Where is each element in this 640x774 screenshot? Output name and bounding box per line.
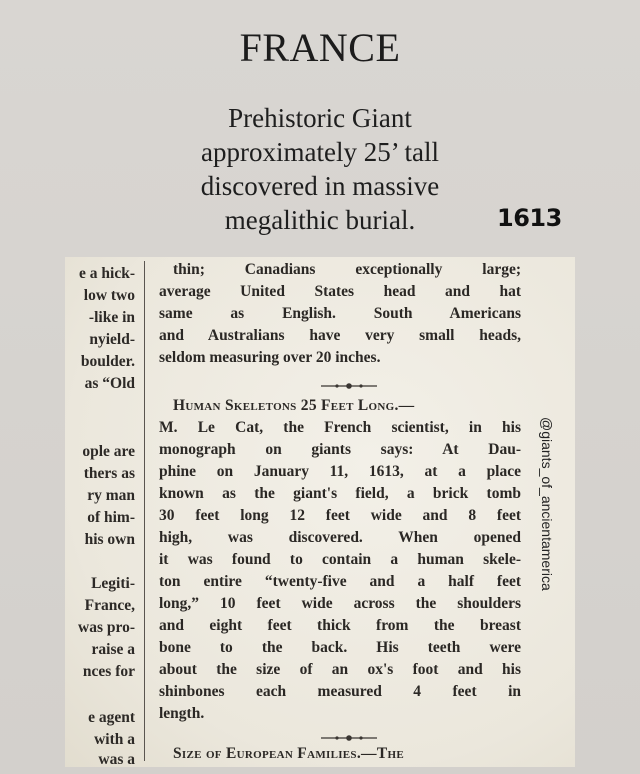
year-label: 1613: [497, 204, 562, 232]
left-column-line: was a: [98, 751, 135, 767]
left-column-line: ople are: [82, 443, 135, 460]
left-column-line: e agent: [88, 709, 135, 726]
left-column-fragment: [65, 257, 141, 767]
paragraph-line: seldom measuring over 20 inches.: [159, 349, 381, 366]
article-line: bone to the back. His teeth were: [159, 639, 521, 656]
subtitle-line: approximately 25’ tall: [201, 137, 439, 167]
article-line: monograph on giants says: At Dau-: [159, 441, 521, 458]
left-column-line: boulder.: [80, 353, 135, 370]
newspaper-clipping: [65, 257, 575, 767]
subtitle-line: discovered in massive: [200, 171, 440, 201]
left-column-line: France,: [84, 597, 135, 614]
left-column-line: -like in: [88, 309, 135, 326]
article-line: it was found to contain a human skele-: [159, 551, 521, 568]
watermark-handle: [539, 417, 557, 757]
left-column-line: of him-: [87, 509, 135, 526]
column-rule: [144, 261, 145, 761]
article-line: long,” 10 feet wide across the shoulders: [159, 595, 521, 612]
article-line: ton entire “twenty-five and a half feet: [159, 573, 521, 590]
page-title: FRANCE: [239, 25, 401, 70]
article-heading: Human Skeletons 25 Feet Long.—: [173, 397, 415, 414]
left-column-line: low two: [83, 287, 135, 304]
article-line: 30 feet long 12 feet wide and 8 feet: [159, 507, 521, 524]
left-column-line: as “Old: [84, 375, 135, 392]
left-column-line: raise a: [91, 641, 135, 658]
watermark-text: @giants_of_ancientamerica: [539, 417, 555, 591]
section-divider: [319, 381, 379, 391]
article-line: shinbones each measured 4 feet in: [159, 683, 521, 700]
subtitle-line: megalithic burial.: [224, 205, 416, 235]
paragraph-line: thin; Canadians exceptionally large;: [173, 261, 521, 278]
left-column-line: his own: [84, 531, 135, 548]
left-column-line: nyield-: [89, 331, 135, 348]
left-column-line: thers as: [83, 465, 135, 482]
article-line: phine on January 11, 1613, at a place: [159, 463, 521, 480]
article-line: about the size of an ox's foot and his: [159, 661, 521, 678]
subtitle-line: Prehistoric Giant: [228, 103, 412, 133]
left-column-line: nces for: [82, 663, 135, 680]
article-line: and eight feet thick from the breast: [159, 617, 521, 634]
left-column-line: Legiti-: [91, 575, 135, 592]
subtitle: [120, 101, 520, 237]
left-column-line: with a: [94, 731, 135, 748]
article-line: length.: [159, 705, 205, 722]
article-line: M. Le Cat, the French scientist, in his: [159, 419, 521, 436]
paragraph-line: average United States head and hat: [159, 283, 521, 300]
section-divider: [319, 733, 379, 743]
next-article-heading: Size of European Families.—The: [173, 745, 404, 762]
article-line: known as the giant's field, a brick tomb: [159, 485, 521, 502]
left-column-line: ry man: [87, 487, 135, 504]
left-column-line: was pro-: [78, 619, 135, 636]
left-column-line: e a hick-: [79, 265, 135, 282]
article-line: high, was discovered. When opened: [159, 529, 521, 546]
paragraph-line: same as English. South Americans: [159, 305, 521, 322]
paragraph-line: and Australians have very small heads,: [159, 327, 521, 344]
